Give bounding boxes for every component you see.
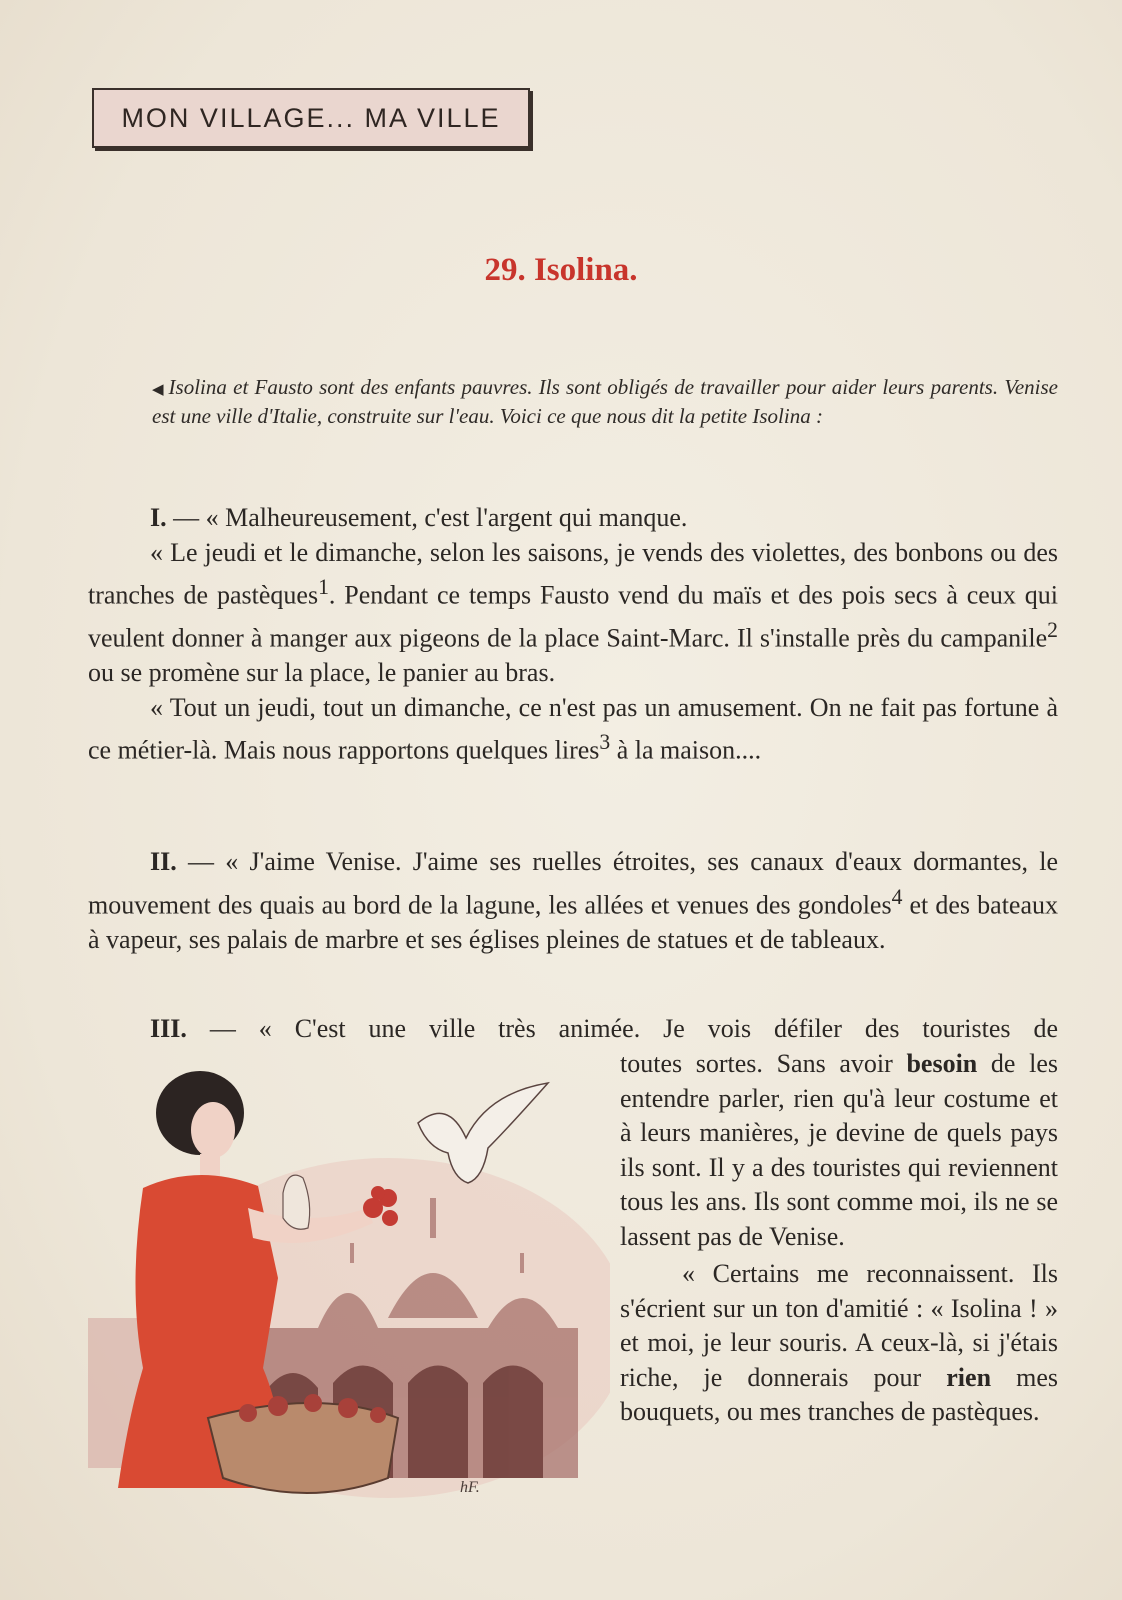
- paragraph-text: à la maison....: [610, 735, 762, 765]
- section-heading: MON VILLAGE... MA VILLE: [121, 102, 501, 133]
- part-three-column: [620, 1047, 1058, 1430]
- part-three-first-line: [88, 1012, 1058, 1047]
- paragraph-text: — « Malheureusement, c'est l'argent qui manque.: [173, 503, 688, 532]
- paragraph-text: « Tout un jeudi, tout un dimanche, ce n'est pas un amusement. On ne fait pas fortune à ce métier-là. Mais nous rapportons quelques lires: [88, 692, 1058, 765]
- paragraph-text: — « C'est une ville très animée. Je vois défiler des touristes de: [209, 1014, 1059, 1043]
- footnote-ref: 1: [318, 575, 329, 599]
- part-number: III.: [150, 1014, 187, 1043]
- part-three-paragraph-1: [620, 1047, 1058, 1254]
- part-two-paragraph: [88, 845, 1058, 957]
- part-number: II.: [150, 847, 177, 876]
- paragraph-text: et des bateaux à vapeur, ses palais de marbre et ses églises pleines de statues et de tableaux.: [88, 890, 1058, 954]
- artist-signature: hF.: [460, 1479, 480, 1496]
- footnote-ref: 2: [1047, 618, 1058, 643]
- lesson-title: 29. Isolina.: [484, 252, 638, 288]
- bold-word: rien: [946, 1362, 992, 1392]
- paragraph-text: de les entendre parler, rien qu'à leur costume et à leurs manières, je devine de quels pays ils sont. Il y a des touristes qui reviennent tous les ans. Ils sont comme moi, ils ne se lassent pas de Venise.: [620, 1049, 1059, 1251]
- part-one-paragraph-2: [88, 536, 1058, 691]
- illustration-drawing: [88, 1068, 610, 1508]
- part-one-paragraph-3: [88, 691, 1058, 769]
- bold-word: besoin: [906, 1049, 978, 1078]
- paragraph-text: « Certains me reconnaissent. Ils s'écrient sur un ton d'amitié : « Isolina ! » et moi, je leur souris. A ceux-là, si j'étais riche, je donnerais pour: [620, 1259, 1058, 1392]
- paragraph-text: « Le jeudi et le dimanche, selon les saisons, je vends des violettes, des bonbons ou des tranches de pastèques: [88, 537, 1058, 610]
- illustration-girl-with-pigeons: [88, 1068, 610, 1508]
- paragraph-text: toutes sortes. Sans avoir: [620, 1049, 907, 1078]
- part-three-line: [88, 1012, 1058, 1047]
- paragraph-text: — « J'aime Venise. J'aime ses ruelles étroites, ses canaux d'eaux dormantes, le mouvement des quais au bord de la lagune, les allées et venues des gondoles: [88, 847, 1059, 920]
- part-three-paragraph-2: [620, 1257, 1058, 1430]
- girl-neck: [200, 1154, 220, 1176]
- section-heading-box: [92, 88, 530, 148]
- part-number: I.: [150, 503, 167, 532]
- footnote-ref: 4: [891, 884, 903, 909]
- paragraph-text: . Pendant ce temps Fausto vend du maïs et des pois secs à ceux qui veulent donner à manger aux pigeons de la place Saint-Marc. Il s'installe près du campanile: [88, 580, 1058, 653]
- footnote-ref: 3: [599, 730, 611, 755]
- intro-text: Isolina et Fausto sont des enfants pauvres. Ils sont obligés de travailler pour aider leurs parents. Venise est une ville d'Italie, construite sur l'eau. Voici ce que nous dit la petite Isolina :: [152, 375, 1058, 428]
- part-one-paragraph-1: [88, 501, 1058, 536]
- part-one: [88, 501, 1058, 768]
- paragraph-text: mes bouquets, ou mes tranches de pastèques.: [620, 1362, 1058, 1426]
- paragraph-text: ou se promène sur la place, le panier au bras.: [88, 658, 556, 688]
- flower-basket: [208, 1403, 398, 1493]
- part-two: [88, 845, 1058, 957]
- triangle-marker-icon: ◀: [152, 382, 165, 398]
- intro-paragraph: [152, 374, 1058, 429]
- girl-face: [191, 1102, 235, 1158]
